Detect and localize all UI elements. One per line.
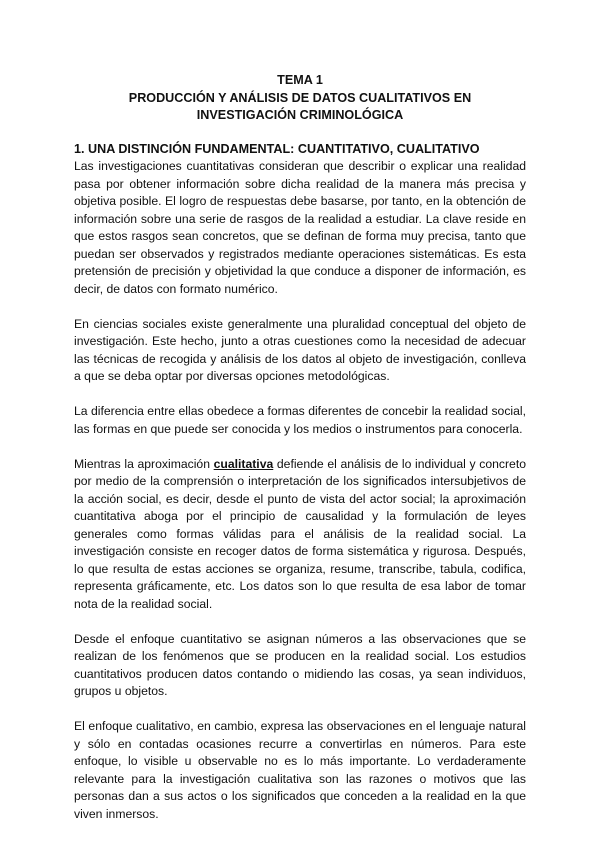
title-line-2: PRODUCCIÓN Y ANÁLISIS DE DATOS CUALITATIVOS EN	[128, 90, 472, 105]
paragraph-2: En ciencias sociales existe generalmente una pluralidad conceptual del objeto de investigación. Este hecho, junto a otras cuestiones como la necesidad de adecuar las técnicas de recogida y análisis de los datos al objeto de investigación, conlleva a que se deba optar por diversas opciones metodológicas.	[74, 316, 526, 383]
paragraph-1: Las investigaciones cuantitativas consideran que describir o explicar una realidad pasa por obtener información sobre dicha realidad de la manera más precisa y objetiva posible. El logro de respuestas debe basarse, por tanto, en la obtención de información sobre una serie de rasgos de la realidad a estudiar. La clave reside en que estos rasgos sean concretos, que se definan de forma muy precisa, tanto que puedan ser observados y registrados mediante operaciones sistemáticas. Es esta pretensión de precisión y objetividad la que conduce a disponer de información, es decir, de datos con formato numérico.	[74, 159, 526, 296]
section-heading: 1. UNA DISTINCIÓN FUNDAMENTAL: CUANTITATIVO, CUALITATIVO	[74, 141, 480, 156]
paragraph-6: El enfoque cualitativo, en cambio, expresa las observaciones en el lenguaje natural y sólo en contadas ocasiones recurre a convertirlas en números. Para este enfoque, lo visible u observable no es lo más importante. Lo verdaderamente relevante para la investigación cualitativa son las razones o motivos que las personas dan a sus actos o los significados que conceden a la realidad en la que viven inmersos.	[74, 719, 526, 821]
title-line-1: TEMA 1	[277, 73, 323, 87]
keyword-cualitativa: cualitativa	[213, 456, 274, 471]
paragraph-5: Desde el enfoque cuantitativo se asignan números a las observaciones que se realizan de los fenómenos que se producen en la realidad social. Los estudios cuantitativos producen datos contando o midiendo las cosas, ya sean individuos, grupos u objetos.	[74, 631, 526, 698]
document-title	[74, 72, 526, 125]
paragraph-4	[74, 456, 526, 614]
paragraph-4-rest: defiende el análisis de lo individual y concreto por medio de la comprensión o interpretación de los significados intersubjetivos de la acción social, es decir, desde el punto de vista del actor social; la aproximación cuantitativa aboga por el principio de causalidad y la formulación de leyes generales como formas válidas para el análisis de la realidad social. La investigación consiste en recoger datos de forma sistemática y rigurosa. Después, lo que resulta de estas acciones se organiza, resume, transcribe, tabula, codifica, representa gráficamente, etc. Los datos son lo que resulta de esa labor de tomar nota de la realidad social.	[74, 456, 526, 611]
paragraph-3: La diferencia entre ellas obedece a formas diferentes de concebir la realidad social, las formas en que puede ser conocida y los medios o instrumentos para conocerla.	[74, 404, 526, 436]
title-line-3: INVESTIGACIÓN CRIMINOLÓGICA	[196, 108, 404, 122]
paragraph-4-lead: Mientras la aproximación	[74, 456, 214, 471]
